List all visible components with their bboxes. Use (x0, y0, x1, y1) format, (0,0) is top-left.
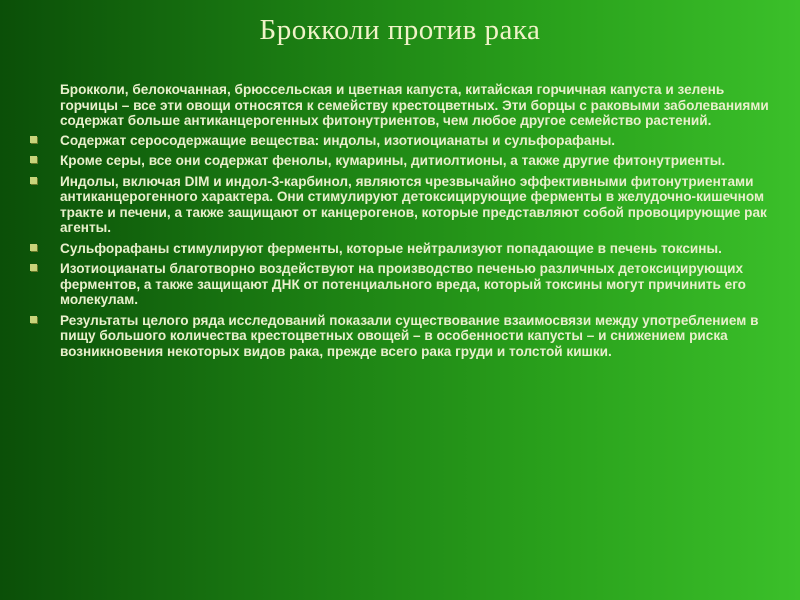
slide-title: Брокколи против рака (259, 14, 541, 46)
bullet-text: Изотиоцианаты благотворно воздействуют на производство печенью различных детоксицирующих ферментов, а также защищают ДНК от потенциального вреда, который токсины могут причинить его молекулам. (60, 261, 746, 307)
square-bullet-icon (30, 156, 37, 163)
bullet-item (30, 241, 778, 257)
square-bullet-icon (30, 316, 37, 323)
bullet-text: Результаты целого ряда исследований показали существование взаимосвязи между употреблением в пищу большого количества крестоцветных овощей – в особенности капусты – и снижением риска возникновения некоторых видов рака, прежде всего рака груди и толстой кишки. (60, 312, 759, 359)
bullet-item (30, 153, 778, 169)
square-bullet-icon (30, 177, 37, 184)
square-bullet-icon (30, 244, 37, 251)
square-bullet-icon (30, 264, 37, 271)
bullet-text: Кроме серы, все они содержат фенолы, кумарины, дитиолтионы, а также другие фитонутриенты. (60, 153, 726, 168)
bullet-item (30, 133, 778, 149)
bullet-item (30, 261, 778, 308)
bullet-item (30, 174, 778, 236)
bullet-text: Содержат серосодержащие вещества: индолы, изотиоцианаты и сульфорафаны. (60, 132, 616, 148)
square-bullet-icon (30, 136, 37, 143)
bullet-text: Индолы, включая DIM и индол-3-карбинол, являются чрезвычайно эффективными фитонутриентами антиканцерогенного характера. Они стимулируют детоксицирующие ферменты в желудочно-кишечном тракте и печени, а также защищают от канцерогенов, которые представляют собой провоцирующие рак агенты. (60, 173, 767, 235)
intro-paragraph: Брокколи, белокочанная, брюссельская и цветная капуста, китайская горчичная капуста и зелень горчицы – все эти овощи относятся к семейству крестоцветных. Эти борцы с раковыми заболеваниями содержат больше антиканцерогенных фитонутриентов, чем любое другое семейство растений. (60, 82, 769, 128)
slide-body (30, 82, 778, 364)
bullet-item (30, 313, 778, 360)
bullet-list (30, 133, 778, 360)
bullet-text: Сульфорафаны стимулируют ферменты, которые нейтрализуют попадающие в печень токсины. (60, 240, 722, 256)
